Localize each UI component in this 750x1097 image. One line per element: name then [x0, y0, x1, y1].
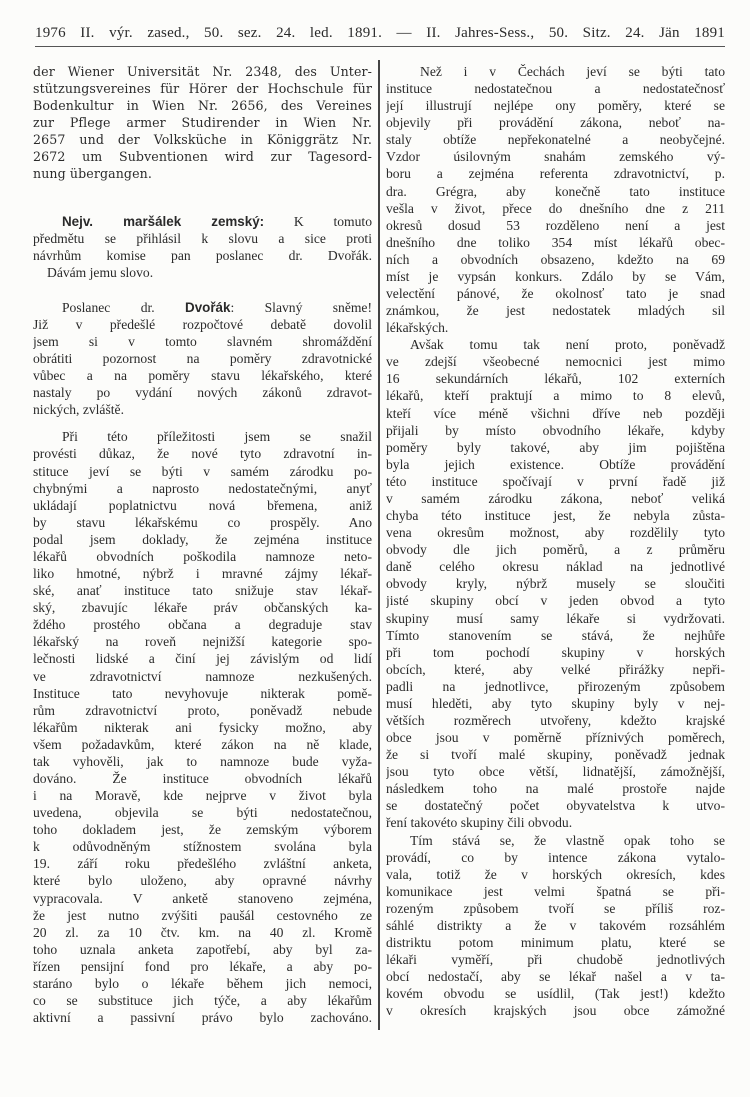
line-rest: K tomuto — [264, 213, 372, 229]
text-line: dnešního dne toliko 354 míst lékařů obec- — [386, 234, 725, 250]
text-line: vypracovala. V anketě stanoveno zejména, — [33, 890, 372, 906]
speaker-name: Dvořák — [185, 299, 231, 315]
text-line: ve zdejší všeobecné nemocnici jest mimo — [386, 354, 725, 370]
text-line: nung übergangen. — [33, 166, 152, 182]
paragraph — [386, 63, 725, 336]
text-line: Vzdor úsilovným snahám zemského vý- — [386, 149, 725, 165]
text-line: chyba této instituce jest, že nebyla zůsta- — [386, 508, 725, 524]
text-line: der Wiener Universität Nr. 2348, des Unter- — [33, 64, 372, 79]
paragraph — [33, 63, 372, 183]
text-line: daně celého okresu náklad na jednotlivé — [386, 559, 725, 575]
text-line: lékařům nikterak ani fysicky možno, aby — [33, 719, 372, 735]
paragraph — [386, 832, 725, 1020]
text-line: v okresích krajských jsou obce zámožné — [386, 1003, 725, 1019]
text-line: nastaly po vydání nových zákonů zdravot- — [33, 385, 372, 401]
text-line: lečnosti lidské a činí jej závislým od lidí — [33, 651, 372, 667]
text-line: toho dokladem jest, že zemským výborem — [33, 822, 372, 838]
paragraph — [33, 213, 372, 264]
text-line: rozeným způsobem tvoří se příliš roz- — [386, 900, 725, 916]
speaker-name: Nejv. maršálek zemský: — [62, 213, 265, 229]
text-line: se dostatečný počet obyvatelstva k utvo- — [386, 798, 725, 814]
text-line: dováno. Že instituce obvodních lékařů — [33, 770, 372, 786]
text-line: obce jsou v poměrně příznivých poměrech, — [386, 730, 725, 746]
text-line: liko hmotné, nýbrž i mravné zájmy lékař- — [33, 566, 372, 582]
text-line: stützungsvereines für Hörer der Hochschule für — [33, 81, 372, 97]
text-line: obcích, které, aby velké přirážky nepři- — [386, 661, 725, 677]
text-line: ření takovéto skupiny čili obvodu. — [386, 815, 573, 831]
column-divider — [378, 60, 380, 1030]
text-line — [33, 213, 372, 230]
text-line: že jest nutno zvýšiti paušál cestovného ze — [33, 907, 372, 923]
text-line: Tím stává se, že vlastně opak toho se — [410, 832, 725, 848]
text-line: staly obtíže nepřekonatelné a neobyčejné. — [386, 132, 725, 148]
line-rest: : Slavný sněme! — [230, 299, 372, 315]
text-line: uvedena, objevila se býti nedostatečnou, — [33, 805, 372, 821]
text-line: řízen pensijní fond pro lékaře, a aby po- — [33, 958, 372, 974]
text-line: Dávám jemu slovo. — [47, 264, 154, 280]
text-line: známkou, že jest nedostatek mladých sil — [386, 303, 725, 319]
text-line: podal jsem doklady, že zejména instituce — [33, 531, 372, 547]
text-line: lékařských. — [386, 320, 449, 336]
text-line: distriktu potom minimum platu, které se — [386, 934, 725, 950]
text-line: padli na jednotlivce, přirozeným způsobem — [386, 678, 725, 694]
paragraph — [33, 264, 372, 281]
text-line: boru a zejména referenta zdravotnictví, p. — [386, 166, 725, 182]
right-column — [386, 63, 725, 1019]
text-line: větších rozměrech utvořeny, kdežto krajské — [386, 712, 725, 728]
text-line: zur Pflege armer Studirender in Wien Nr. — [33, 115, 372, 131]
text-line: provésti důkaz, že nové tyto zdravotní in- — [33, 446, 372, 462]
text-line: staráno bylo o lékaře během jich nemoci, — [33, 975, 372, 991]
text-line: návrhům komise pan poslanec dr. Dvořák. — [33, 247, 372, 263]
text-line: poměry byly takové, aby jim pojištěna — [386, 439, 725, 455]
text-line: instituce nedostatečnou a nedostatečnosť — [386, 81, 725, 97]
text-line: tak vyhověli, jak to namnoze bude vyža- — [33, 753, 372, 769]
text-line: 19. září roku předešlého zvláštní anketa, — [33, 856, 372, 872]
text-line: dra. Grégra, aby konečně tato instituce — [386, 183, 725, 199]
text-line: k odůvodněným stížnostem svolána byla — [33, 839, 372, 855]
text-line: jsem si v tomto slavném shromáždění — [33, 334, 372, 350]
text-line: míst je vypsán konkurs. Zdálo by se Vám, — [386, 268, 725, 284]
text-line: ukládají poplatnictvu nová břemena, aniž — [33, 497, 372, 513]
text-line: jsou tyto obce větší, lidnatější, zámožnější, — [386, 764, 725, 780]
text-line: předmětu se přihlásil k slovu a sice proti — [33, 230, 372, 246]
text-line: při tom pochodí skupiny v horských — [386, 644, 725, 660]
text-line: by stavu lékařskému co prospěly. Ano — [33, 514, 372, 530]
text-line: ské, anať instituce tato snižuje stav lékař- — [33, 583, 372, 599]
text-line: sáhlé distrikty a že v takovém rozsáhlém — [386, 917, 725, 933]
text-line: nických, zvláště. — [33, 402, 124, 418]
text-line: komunikace jest velmi špatná se při- — [386, 883, 725, 899]
text-line: ždého prostého občana a degraduje stav — [33, 617, 372, 633]
text-line: okresů dosud 53 rozděleno není a jest — [386, 217, 725, 233]
text-line: vešla v život, přece do dnešního dne z 211 — [386, 200, 725, 216]
text-line: objevily při provádění zákona, neboť na- — [386, 115, 725, 131]
text-line: obvody kryly, nýbrž musely se sloučiti — [386, 576, 725, 592]
text-line: jisté skupiny obcí v jeden obvod a tyto — [386, 593, 725, 609]
text-line: Již v předešlé rozpočtové debatě dovolil — [33, 316, 372, 332]
text-line: 2657 und der Volksküche in Königgrätz Nr. — [33, 132, 372, 148]
text-line: následkem toho na malé prostoře najde — [386, 781, 725, 797]
text-line: 2672 um Subventionen wird zur Tagesord- — [33, 149, 372, 165]
text-line: provádí, co by intence zákona vytalo- — [386, 849, 725, 865]
text-line: přijali by místo obvodního lékaře, kdyby — [386, 422, 725, 438]
text-line: 16 sekundárních lékařů, 102 externích — [386, 371, 725, 387]
text-line: obrátiti pozornost na poměry zdravotnické — [33, 351, 372, 367]
text-line: ský, zbavujíc lékaře práv občanských ka- — [33, 600, 372, 616]
text-line: rům zdravotnictví proto, poněvadž nebude — [33, 702, 372, 718]
text-line: aktivní a passivní právo bylo zachováno. — [33, 1010, 372, 1026]
text-line: Instituce tato nevyhovuje nikterak pomě- — [33, 685, 372, 701]
left-column — [33, 63, 372, 1026]
text-line: ních a obvodních obsazeno, kdežto na 69 — [386, 251, 725, 267]
text-line: velectění pánové, že okolnosť tato je snad — [386, 286, 725, 302]
text-line: které bylo uloženo, aby opravné návrhy — [33, 873, 372, 889]
text-line: i na Moravě, kde nejprve v život byla — [33, 788, 372, 804]
page-header: 1976 II. výr. zased., 50. sez. 24. led. 1891. — II. Jahres-Sess., 50. Sitz. 24. Jän 1891 — [35, 22, 725, 47]
text-line: vala, totiž že v horských okresích, kdes — [386, 866, 725, 882]
line-prefix: Poslanec dr. — [62, 299, 186, 315]
text-line: co se substituce jich týče, a aby lékařům — [33, 992, 372, 1008]
text-line: v samém zárodku zákona, neboť veliká — [386, 490, 725, 506]
paragraph — [33, 299, 372, 419]
text-line: Tímto stanovením se stává, že nejhůře — [386, 627, 725, 643]
text-line: Bodenkultur in Wien Nr. 2656, des Vereines — [33, 98, 372, 114]
text-line: lékaři vyměří, při chudobě jednotlivých — [386, 952, 725, 968]
text-line: ve zdravotnictví namnoze nezkušených. — [33, 668, 372, 684]
text-line: musí hleděti, aby tyto skupiny byly v nej- — [386, 695, 725, 711]
text-line: byla jejich existence. Obtíže provádění — [386, 456, 725, 472]
text-line: obcí nedostačí, aby se lékař našel a v ta- — [386, 969, 725, 985]
text-line: stituce jeví se býti v samém zárodku po- — [33, 463, 372, 479]
text-line: toho uznala anketa zapotřebí, aby byl za- — [33, 941, 372, 957]
text-line: Při této příležitosti jsem se snažil — [62, 429, 372, 445]
text-line: vůbec a na poměry stavu lékařského, které — [33, 368, 372, 384]
paragraph — [33, 428, 372, 1026]
text-line: této instituce spočívají v první řadě již — [386, 473, 725, 489]
text-line: obvody dle jich poměrů, a z průměru — [386, 542, 725, 558]
text-line: 20 zl. za 10 čtv. km. na 40 zl. Kromě — [33, 924, 372, 940]
text-line: lékařů, kteří praktují a mimo to 8 elevů, — [386, 388, 725, 404]
text-line: že si tvoří malé skupiny, poněvadž jednak — [386, 747, 725, 763]
text-line — [33, 299, 372, 316]
text-line: Avšak tomu tak není proto, poněvadž — [410, 337, 725, 353]
text-line: Než i v Čechách jeví se býti tato — [420, 64, 725, 79]
text-line: vena okresům možnost, aby rozdělily tyto — [386, 525, 725, 541]
text-line: kteří více méně všichni dříve neb později — [386, 405, 725, 421]
text-line: lékařů obvodních poškodila namnoze neto- — [33, 548, 372, 564]
text-line: kovém obvodu se usídlil, (Tak jest!) kdežto — [386, 986, 725, 1002]
text-line: lékařský na roveň nejnižší kategorie spo- — [33, 634, 372, 650]
paragraph — [386, 336, 725, 831]
text-line: její illustrují nejlépe ony poměry, které se — [386, 98, 725, 114]
text-line: všem požadavkům, které zákon na ně klade, — [33, 736, 372, 752]
text-line: skupiny musí samy lékaře si vydržovati. — [386, 610, 725, 626]
text-line: chybnými a naprosto nedostatečnými, anyť — [33, 480, 372, 496]
